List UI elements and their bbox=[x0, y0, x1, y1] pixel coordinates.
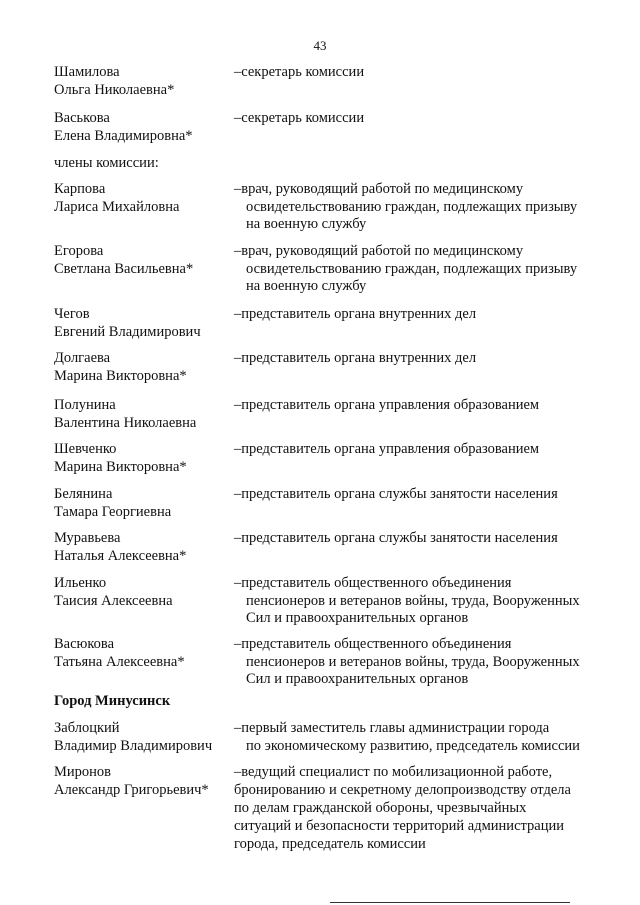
section-heading-members: члены комиссии: bbox=[54, 155, 159, 171]
member-role-line: пенсионеров и ветеранов войны, труда, Вооруженных bbox=[246, 593, 580, 609]
section-heading-city: Город Минусинск bbox=[54, 693, 171, 709]
member-given-name: Тамара Георгиевна bbox=[54, 504, 172, 520]
page-number: 43 bbox=[313, 38, 327, 53]
member-given-name: Татьяна Алексеевна* bbox=[54, 654, 185, 670]
member-given-name: Наталья Алексеевна* bbox=[54, 548, 187, 564]
member-given-name: Евгений Владимирович bbox=[54, 324, 201, 340]
member-role-line: –представитель органа службы занятости населения bbox=[234, 530, 558, 546]
member-role-line: пенсионеров и ветеранов войны, труда, Вооруженных bbox=[246, 654, 580, 670]
member-given-name: Валентина Николаевна bbox=[54, 415, 197, 431]
member-surname: Васюкова bbox=[54, 636, 115, 652]
member-given-name: Владимир Владимирович bbox=[54, 738, 213, 754]
member-surname: Миронов bbox=[54, 764, 112, 780]
member-role-line: по делам гражданской обороны, чрезвычайных bbox=[234, 800, 527, 816]
member-surname: Муравьева bbox=[54, 530, 121, 546]
member-surname: Егорова bbox=[54, 243, 104, 259]
member-role-line: –представитель органа внутренних дел bbox=[234, 350, 477, 366]
member-role-line: города, председатель комиссии bbox=[234, 836, 426, 852]
member-role-line: –представитель органа управления образованием bbox=[234, 441, 540, 457]
member-surname: Шевченко bbox=[54, 441, 117, 457]
member-role-line: –представитель органа управления образованием bbox=[234, 397, 540, 413]
member-role-line: –представитель органа службы занятости населения bbox=[234, 486, 558, 502]
member-given-name: Елена Владимировна* bbox=[54, 128, 193, 144]
member-surname: Полунина bbox=[54, 397, 116, 413]
footer-rule bbox=[330, 902, 570, 903]
member-role-line: –секретарь комиссии bbox=[234, 64, 365, 80]
member-role-line: на военную службу bbox=[246, 216, 367, 232]
member-role-line: по экономическому развитию, председатель комиссии bbox=[246, 738, 580, 754]
member-surname: Ильенко bbox=[54, 575, 107, 591]
member-given-name: Таисия Алексеевна bbox=[54, 593, 173, 609]
member-surname: Заблоцкий bbox=[54, 720, 120, 736]
member-role-line: бронированию и секретному делопроизводству отдела bbox=[234, 782, 571, 798]
member-given-name: Ольга Николаевна* bbox=[54, 82, 175, 98]
member-role-line: ситуаций и безопасности территорий администрации bbox=[234, 818, 564, 834]
member-role-line: –ведущий специалист по мобилизационной работе, bbox=[234, 764, 553, 780]
member-surname: Долгаева bbox=[54, 350, 111, 366]
member-role-line: –представитель общественного объединения bbox=[234, 636, 512, 652]
member-role-line: –представитель органа внутренних дел bbox=[234, 306, 477, 322]
member-role-line: освидетельствованию граждан, подлежащих призыву bbox=[246, 199, 578, 215]
member-surname: Чегов bbox=[54, 306, 90, 322]
member-surname: Шамилова bbox=[54, 64, 120, 80]
member-given-name: Марина Викторовна* bbox=[54, 368, 187, 384]
member-role-line: Сил и правоохранительных органов bbox=[246, 671, 469, 687]
member-role-line: –секретарь комиссии bbox=[234, 110, 365, 126]
member-given-name: Александр Григорьевич* bbox=[54, 782, 209, 798]
member-given-name: Лариса Михайловна bbox=[54, 199, 180, 215]
member-surname: Карпова bbox=[54, 181, 106, 197]
member-surname: Белянина bbox=[54, 486, 113, 502]
member-role-line: –первый заместитель главы администрации города bbox=[234, 720, 550, 736]
member-role-line: –врач, руководящий работой по медицинскому bbox=[234, 243, 524, 259]
member-surname: Васькова bbox=[54, 110, 110, 126]
member-given-name: Светлана Васильевна* bbox=[54, 261, 194, 277]
member-given-name: Марина Викторовна* bbox=[54, 459, 187, 475]
member-role-line: –представитель общественного объединения bbox=[234, 575, 512, 591]
member-role-line: –врач, руководящий работой по медицинскому bbox=[234, 181, 524, 197]
member-role-line: освидетельствованию граждан, подлежащих призыву bbox=[246, 261, 578, 277]
member-role-line: на военную службу bbox=[246, 278, 367, 294]
member-role-line: Сил и правоохранительных органов bbox=[246, 610, 469, 626]
